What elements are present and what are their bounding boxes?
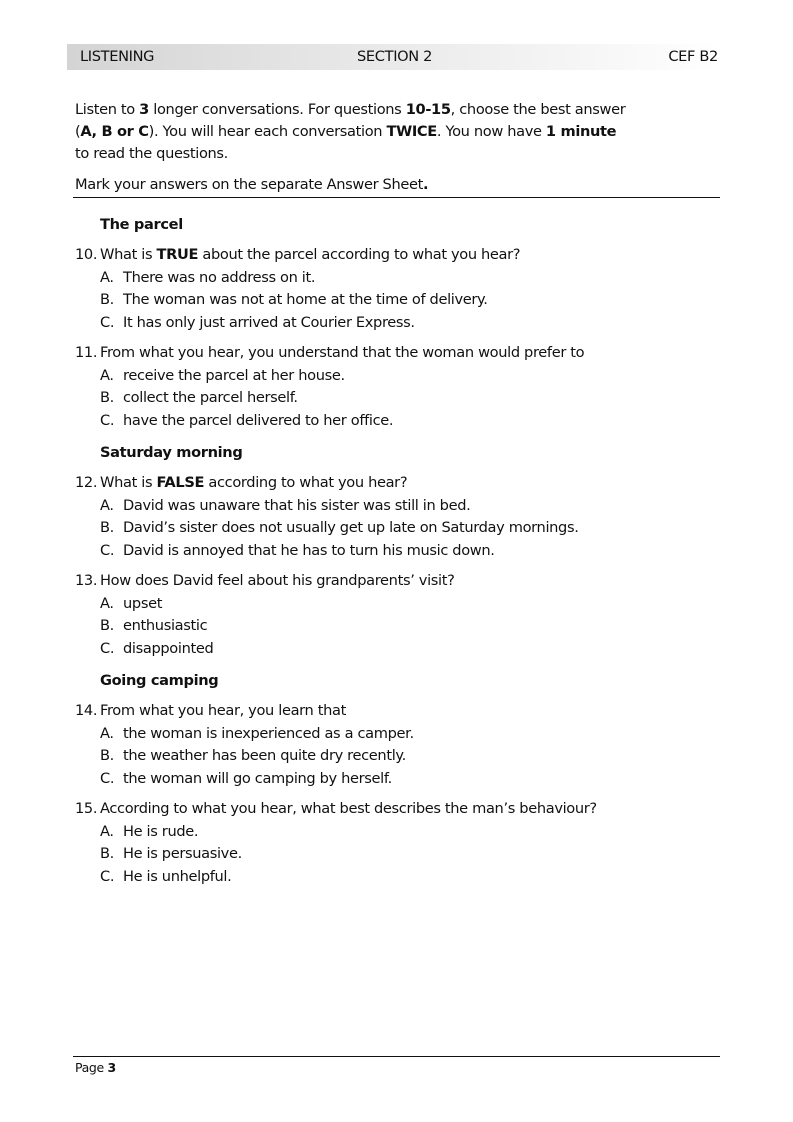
option-letter: A. [100, 366, 114, 384]
bold-text: FALSE [156, 474, 205, 491]
bold-text: 10-15 [405, 101, 451, 118]
divider [73, 197, 720, 198]
option-text: The woman was not at home at the time of delivery. [123, 291, 488, 308]
answer-option [100, 843, 715, 866]
question-stem [75, 700, 715, 723]
option-letter: B. [100, 845, 114, 862]
page-footer [75, 1060, 116, 1075]
section-title: Going camping [100, 672, 219, 689]
option-letter: A. [100, 496, 114, 514]
option-letter: C. [100, 769, 115, 787]
text: about the parcel according to what you hear? [198, 246, 521, 263]
option-text: disappointed [123, 639, 214, 657]
header-section: SECTION 2 [357, 48, 433, 65]
header-skill: LISTENING [80, 48, 155, 65]
text: Mark your answers on the separate Answer Sheet [75, 176, 423, 193]
footer-divider [73, 1056, 720, 1057]
option-text: have the parcel delivered to her office. [123, 411, 394, 429]
question-stem [75, 472, 715, 495]
option-text: enthusiastic [123, 617, 208, 634]
option-letter: A. [100, 594, 114, 612]
option-letter: C. [100, 639, 115, 657]
bold-text: TWICE [386, 123, 437, 140]
bold-text: 1 minute [545, 123, 617, 140]
section-title: Saturday morning [100, 444, 243, 461]
option-letter: B. [100, 747, 114, 764]
text: longer conversations. For questions [148, 101, 406, 118]
question-number: 11. [75, 344, 98, 361]
option-letter: B. [100, 389, 114, 406]
question-stem [75, 244, 715, 267]
answer-option [100, 821, 715, 844]
bold-text: TRUE [156, 246, 199, 263]
option-letter: A. [100, 822, 114, 840]
option-text: the weather has been quite dry recently. [123, 747, 406, 764]
page-header [67, 44, 720, 70]
option-text: receive the parcel at her house. [123, 366, 345, 384]
option-text: David’s sister does not usually get up late on Saturday mornings. [123, 519, 579, 536]
answer-option [100, 866, 715, 889]
answer-option [100, 312, 715, 335]
question [75, 244, 715, 334]
option-text: David was unaware that his sister was still in bed. [123, 496, 471, 514]
answer-option [100, 723, 715, 746]
option-letter: A. [100, 724, 114, 742]
question-text [100, 342, 584, 365]
question-number: 10. [75, 246, 98, 263]
answer-option [100, 267, 715, 290]
bold-text: 3 [139, 101, 149, 118]
question-number: 12. [75, 474, 98, 491]
page-label: Page [75, 1060, 108, 1075]
question-text [100, 798, 597, 821]
bold-text: A, B or C [80, 123, 149, 140]
option-text: He is persuasive. [123, 845, 242, 862]
question-stem [75, 798, 715, 821]
bold-text: . [423, 176, 429, 193]
answer-option [100, 495, 715, 518]
section-title: The parcel [100, 216, 183, 233]
option-letter: B. [100, 519, 114, 536]
question [75, 342, 715, 432]
text: From what you hear, you learn that [100, 702, 346, 719]
question-number: 14. [75, 702, 98, 719]
answer-option [100, 540, 715, 563]
option-letter: B. [100, 617, 114, 634]
text: What is [100, 474, 157, 491]
question-text [100, 472, 407, 495]
header-level: CEF B2 [668, 48, 718, 65]
option-text: upset [123, 594, 163, 612]
option-text: the woman is inexperienced as a camper. [123, 724, 414, 742]
text: , choose the best answer [450, 101, 626, 118]
question [75, 798, 715, 888]
instructions-line-3: to read the questions. [75, 145, 228, 162]
text: according to what you hear? [204, 474, 408, 491]
question-number: 15. [75, 800, 98, 817]
answer-option [100, 615, 715, 638]
answer-option [100, 410, 715, 433]
answer-option [100, 745, 715, 768]
question-group [75, 442, 715, 660]
text: How does David feel about his grandparents’ visit? [100, 572, 455, 589]
option-text: It has only just arrived at Courier Express. [123, 313, 415, 331]
option-letter: B. [100, 291, 114, 308]
option-text: collect the parcel herself. [123, 389, 298, 406]
text: According to what you hear, what best describes the man’s behaviour? [100, 800, 597, 817]
answer-option [100, 593, 715, 616]
text: . You now have [436, 123, 546, 140]
question-number: 13. [75, 572, 98, 589]
question-text [100, 570, 455, 593]
option-letter: C. [100, 541, 115, 559]
instructions-line-1 [75, 99, 725, 121]
answer-option [100, 638, 715, 661]
option-letter: C. [100, 867, 115, 885]
answer-option [100, 387, 715, 410]
text: ). You will hear each conversation [148, 123, 387, 140]
option-text: the woman will go camping by herself. [123, 769, 392, 787]
option-letter: A. [100, 268, 114, 286]
answer-option [100, 768, 715, 791]
answer-sheet-note [75, 174, 725, 196]
option-letter: C. [100, 313, 115, 331]
question [75, 700, 715, 790]
question-stem [75, 342, 715, 365]
instructions [75, 99, 725, 196]
question [75, 570, 715, 660]
option-text: David is annoyed that he has to turn his music down. [123, 541, 495, 559]
text: ( [75, 123, 81, 140]
text: Listen to [75, 101, 140, 118]
answer-option [100, 365, 715, 388]
question-group [75, 214, 715, 432]
text: What is [100, 246, 157, 263]
instructions-line-2 [75, 121, 725, 143]
question-text [100, 700, 346, 723]
option-text: He is unhelpful. [123, 867, 232, 885]
questions-list [75, 214, 715, 895]
answer-option [100, 289, 715, 312]
page-number: 3 [107, 1060, 116, 1075]
question-group [75, 670, 715, 888]
option-letter: C. [100, 411, 115, 429]
question-text [100, 244, 520, 267]
question [75, 472, 715, 562]
answer-option [100, 517, 715, 540]
option-text: He is rude. [123, 822, 199, 840]
text: From what you hear, you understand that the woman would prefer to [100, 344, 585, 361]
option-text: There was no address on it. [123, 268, 316, 286]
question-stem [75, 570, 715, 593]
